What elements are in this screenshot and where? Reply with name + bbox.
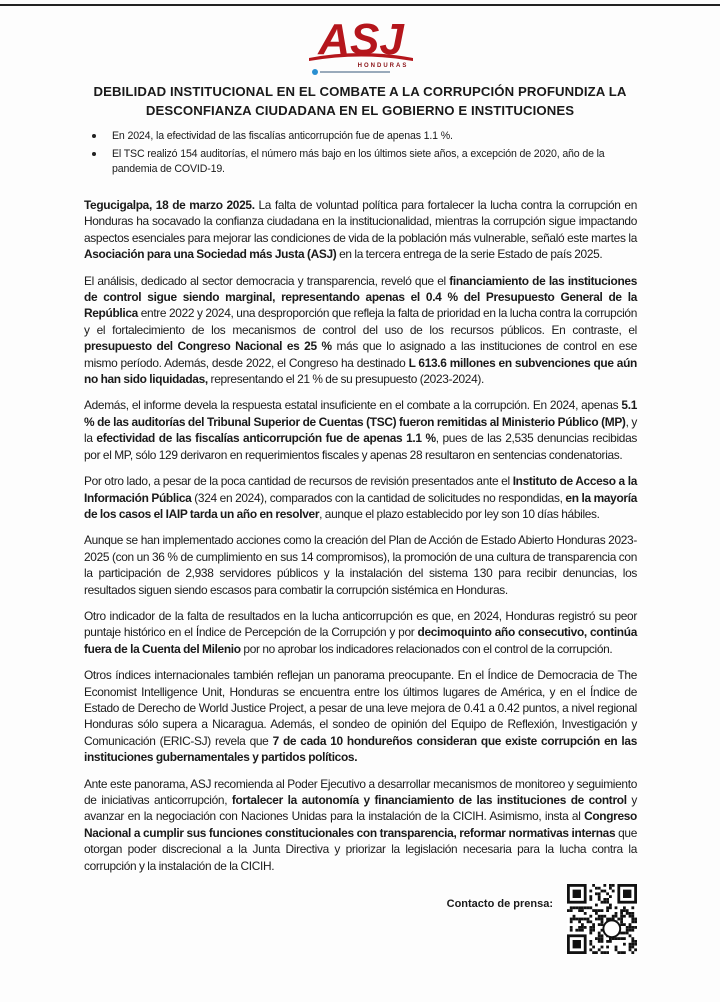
text-segment: Otro indicador de la falta de resultados en la lucha anticorrupción es que, en 2024, Honduras registró su peor puntaje histórico en el Índice de Percepción de la Corrupción y por — [84, 608, 637, 640]
bold-text: fortalecer la autonomía y financiamiento de las instituciones de control — [231, 793, 627, 807]
bullet-text: En 2024, la efectividad de las fiscalías anticorrupción fue de apenas 1.1 %. — [112, 130, 453, 142]
text-segment: y avanzar en la negociación con Naciones Unidas para la instalación de la CICIH. Asimismo, insta al — [84, 793, 638, 824]
text-segment: entre 2022 y 2024, una desproporción que refleja la falta de prioridad en la lucha contra la corrupción y el fortalecimiento de los mecanismos de control del uso de los recursos públicos. En contraste, el — [84, 306, 637, 337]
article-content — [84, 0, 637, 964]
paragraph — [84, 608, 637, 657]
paragraph — [84, 473, 637, 522]
text-segment: Aunque se han implementado acciones como la creación del Plan de Acción de Estado Abierto Honduras 2023-2025 (con un 36 % de cumplimiento en sus 14 compromisos), la promoción de una cultura de transparencia con la participación de 2,938 servidores públicos y la instalación del sistema 130 para recibir denuncias, los resultados siguen siendo escasos para combatir la corrupción sistémica en Honduras. — [84, 533, 637, 597]
bold-text: presupuesto del Congreso Nacional es 25 % — [84, 339, 332, 354]
text-segment: Además, el informe devela la respuesta estatal insuficiente en el combate a la corrupción. En 2024, apenas — [84, 398, 622, 413]
bold-text: 7 de cada 10 hondureños consideran que existe corrupción en las instituciones gubernamentales y partidos políticos. — [84, 733, 637, 765]
text-segment: (324 en 2024), comparados con la cantidad de solicitudes no respondidas, — [191, 490, 566, 505]
bold-text: Congreso Nacional a cumplir sus funciones constitucionales con transparencia, reformar normativas internas — [84, 809, 637, 840]
bold-text: Asociación para una Sociedad más Justa (ASJ) — [84, 247, 337, 262]
text-segment: Ante este panorama, ASJ recomienda al Poder Ejecutivo a desarrollar mecanismos de monitoreo y seguimiento de iniciativas anticorrupción, — [84, 776, 637, 807]
text-segment: , y la — [84, 414, 637, 446]
press-contact-label: Contacto de prensa: — [446, 898, 553, 911]
bold-text: Instituto de Acceso a la Información Pública — [84, 474, 637, 505]
whatsapp-icon — [603, 920, 620, 937]
bold-text: efectividad de las fiscalías anticorrupción fue de apenas 1.1 % — [96, 431, 436, 446]
bold-text: Tegucigalpa, 18 de marzo 2025. — [84, 198, 255, 212]
paragraph — [84, 667, 637, 765]
bold-text: decimoquinto año consecutivo, continúa fuera de la Cuenta del Milenio — [84, 625, 637, 656]
paragraph — [84, 197, 637, 263]
svg-text:HONDURAS: HONDURAS — [357, 63, 409, 69]
article-body — [84, 197, 637, 874]
bold-text: 5.1 % de las auditorías del Tribunal Superior de Cuentas (TSC) fueron remitidas al Ministerio Público (MP) — [84, 398, 637, 429]
paragraph — [84, 273, 637, 388]
text-segment: La falta de voluntad política para fortalecer la lucha contra la corrupción en Honduras ha socavado la confianza ciudadana en la institucionalidad, mientras la corrupción sigue impactando aspectos esenciales para mejorar las condiciones de vida de la población más vulnerable, señaló este martes la — [84, 198, 638, 245]
bold-text: L 613.6 millones en subvenciones que aún no han sido liquidadas, — [84, 355, 637, 387]
paragraph — [84, 532, 637, 598]
press-contact — [84, 884, 637, 954]
text-segment: que otorgan poder discrecional a la Junta Directiva y priorizar la legislación necesaria para la lucha contra la corrupción y la instalación de la CICIH. — [84, 825, 637, 873]
paragraph — [84, 397, 637, 463]
bold-text: financiamiento de las instituciones de control sigue siendo marginal, representando apenas el 0.4 % del Presupuesto General de la República — [84, 273, 637, 321]
page-title: DEBILIDAD INSTITUCIONAL EN EL COMBATE A LA CORRUPCIÓN PROFUNDIZA LA DESCONFIANZA CIUDADANA EN EL GOBIERNO E INSTITUCIONES — [93, 84, 627, 118]
text-segment: Otros índices internacionales también reflejan un panorama preocupante. En el Índice de Democracia de The Economist Intelligence Unit, Honduras se encuentra entre los últimos lugares de América, y en el Índice de Estado de Derecho de World Justice Project, a pesar de una leve mejora de 0.41 a 0.42 puntos, a nivel regional Honduras sólo supera a Nicaragua. Además, el sondeo de opinión del Equipo de Reflexión, Investigación y Comunicación (ERIC-SJ) revela que — [84, 668, 637, 748]
bold-text: en la mayoría de los casos el IAIP tarda un año en resolver — [84, 490, 638, 521]
bullet-text: El TSC realizó 154 auditorías, el número más bajo en los últimos siete años, a excepción de 2020, año de la pandemia de COVID-19. — [112, 148, 605, 175]
text-segment: en la tercera entrega de la serie Estado de país 2025. — [336, 247, 603, 262]
text-segment: representando el 21 % de su presupuesto (2023-2024). — [207, 372, 484, 387]
text-segment: , aunque el plazo establecido por ley son 10 días hábiles. — [319, 506, 600, 521]
qr-code-icon[interactable] — [567, 884, 637, 954]
text-segment: , pues de las 2,535 denuncias recibidas por el MP, sólo 129 derivaron en requerimientos fiscales y apenas 28 resultaron en sentencias condenatorias. — [84, 431, 637, 462]
text-segment: Por otro lado, a pesar de la poca cantidad de recursos de revisión presentados ante el — [84, 474, 513, 489]
text-segment: más que lo asignado a las instituciones de control en ese mismo período. Además, desde 2022, el Congreso ha destinado — [84, 339, 637, 370]
text-segment: por no aprobar los indicadores relacionados con el control de la corrupción. — [240, 641, 613, 656]
paragraph — [84, 776, 637, 874]
svg-text:ASJ: ASJ — [318, 15, 404, 64]
text-segment: El análisis, dedicado al sector democracia y transparencia, reveló que el — [84, 273, 450, 288]
